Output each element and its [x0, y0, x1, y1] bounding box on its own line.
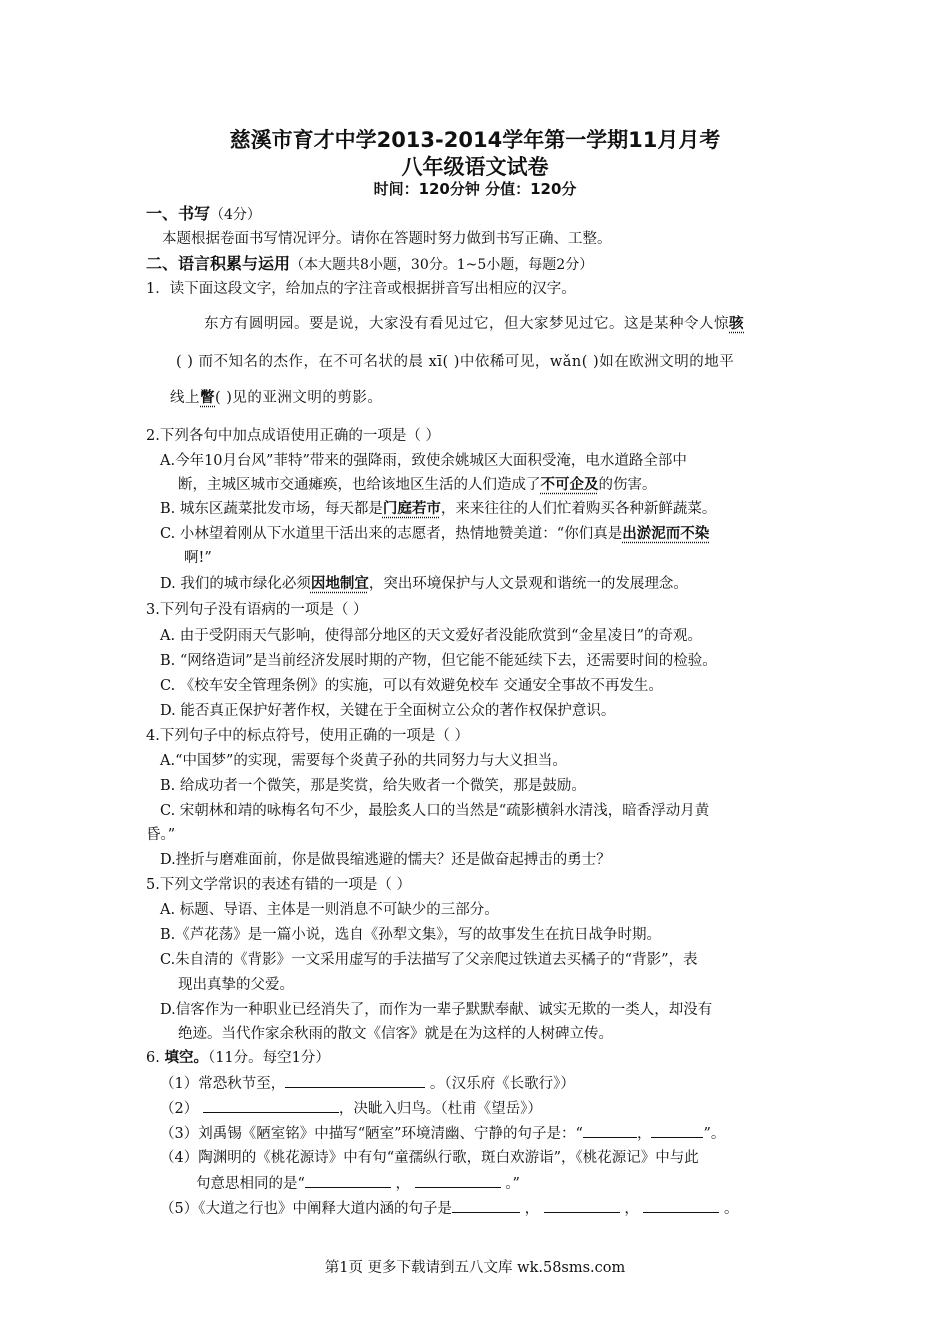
- q5-option-b: B.《芦花荡》是一篇小说，选自《孙犁文集》，写的故事发生在抗日战争时期。: [160, 927, 662, 943]
- q6-item-4-line1: （4）陶渊明的《桃花源诗》中有句“童孺纵行歌，斑白欢游诣”，《桃花源记》中与此: [160, 1150, 699, 1166]
- section1-note: （4分）: [210, 207, 261, 223]
- q3-option-d: D. 能否真正保护好著作权，关键在于全面树立公众的著作权保护意识。: [160, 703, 616, 719]
- q4-option-c-line1: C. 宋朝林和靖的咏梅名句不少，最脍炙人口的当然是“疏影横斜水清浅，暗香浮动月黄: [160, 803, 710, 819]
- q2-stem: 2.下列各句中加点成语使用正确的一项是（ ）: [146, 428, 440, 444]
- q6-item-text: 。”: [505, 1176, 520, 1192]
- q6-item-text: （2）: [160, 1101, 199, 1117]
- q1-passage-text: 东方有圆明园。要是说，大家没有看见过它，但大家梦见过它。这是某种令人惊: [204, 316, 729, 332]
- q6-item-1: [160, 1073, 575, 1094]
- q4-option-d: D.挫折与磨难面前，你是做畏缩逃避的懦夫？还是做奋起搏击的勇士？: [160, 852, 611, 868]
- q4-option-b: B. 给成功者一个微笑，那是奖赏，给失败者一个微笑，那是鼓励。: [160, 778, 586, 794]
- q3-option-c: C. 《校车安全管理条例》的实施，可以有效避免校车 交通安全事故不再发生。: [160, 678, 663, 694]
- q1-passage-line3: [170, 388, 382, 408]
- q6-item-text: ，: [524, 1201, 540, 1217]
- fill-blank[interactable]: [544, 1198, 620, 1213]
- q6-note: （11分。每空1分）: [207, 1050, 330, 1066]
- q6-item-text: 。: [724, 1201, 739, 1217]
- q4-option-c-line2: 昏。”: [146, 827, 176, 843]
- q1-passage-text: ( )见的亚洲文明的剪影。: [215, 390, 383, 406]
- q2-dotted-idiom-c: 出淤泥而不染: [622, 526, 710, 542]
- q2-option-text: 断，主城区城市交通瘫痪，也给该地区生活的人们造成了: [178, 477, 541, 493]
- q2-option-a-line1: A.今年10月台风”菲特”带来的强降雨，致使余姚城区大面积受淹，电水道路全部中: [160, 453, 687, 469]
- q6-item-text: （1）常恐秋节至，: [160, 1076, 286, 1092]
- section1-heading-line: [146, 204, 261, 225]
- q1-stem: 1．读下面这段文字，给加点的字注音或根据拼音写出相应的汉字。: [146, 281, 576, 297]
- fill-blank[interactable]: [651, 1123, 703, 1138]
- q1-passage-text: 线上: [170, 390, 200, 406]
- fill-blank[interactable]: [415, 1173, 501, 1188]
- q3-stem: 3.下列句子没有语病的一项是（ ）: [146, 602, 368, 618]
- q6-item-text: （5）《大道之行也》中阐释大道内涵的句子是: [160, 1201, 452, 1217]
- q6-item-text: ，决眦入归鸟。（杜甫《望岳》）: [338, 1101, 542, 1117]
- q6-item-text: （3）刘禹锡《陋室铭》中描写“陋室”环境清幽、宁静的句子是：“: [160, 1126, 583, 1142]
- fill-blank[interactable]: [643, 1198, 719, 1213]
- section2-note: （本大题共8小题，30分。1~5小题，每题2分）: [290, 257, 594, 273]
- exam-time-score: 时间：120分钟 分值：120分: [373, 180, 577, 198]
- q6-item-text: ，: [636, 1126, 652, 1142]
- q2-dotted-idiom-d: 因地制宜: [310, 576, 369, 592]
- q2-option-a-line2: [178, 475, 657, 495]
- q2-option-d: [160, 574, 688, 594]
- q4-option-a: A.“中国梦”的实现，需要每个炎黄子孙的共同努力与大义担当。: [160, 753, 567, 769]
- q6-item-2: [160, 1098, 542, 1119]
- section1-heading: 一、书写: [146, 204, 211, 223]
- exam-title: 慈溪市育才中学2013-2014学年第一学期11月月考: [229, 128, 721, 152]
- q1-passage-line2: ( ) 而不知名的杰作，在不可名状的晨 xī( )中依稀可见，wǎn( )如在欧洲文明的地平: [176, 354, 735, 370]
- exam-subtitle: 八年级语文试卷: [401, 155, 549, 179]
- q5-option-c-line1: C.朱自清的《背影》一文采用虚写的手法描写了父亲爬过铁道去买橘子的“背影”，表: [160, 952, 698, 968]
- q6-item-text: ，: [395, 1176, 411, 1192]
- q2-dotted-idiom-b: 门庭若市: [382, 501, 441, 517]
- q5-option-a: A. 标题、导语、主体是一则消息不可缺少的三部分。: [160, 902, 499, 918]
- q5-stem: 5.下列文学常识的表述有错的一项是（ ）: [146, 877, 411, 893]
- q3-option-b: B. “网络造词”是当前经济发展时期的产物，但它能不能延续下去，还需要时间的检验。: [160, 653, 717, 669]
- q2-option-text: ，来来往往的人们忙着购买各种新鲜蔬菜。: [440, 501, 717, 517]
- q5-option-c-line2: 现出真挚的父爱。: [178, 977, 294, 993]
- q2-option-text: 的伤害。: [598, 477, 657, 493]
- q6-item-text: ”。: [703, 1126, 726, 1142]
- q1-passage-line1: [204, 314, 744, 334]
- q6-item-text: ，: [624, 1201, 639, 1217]
- q6-stem: [146, 1048, 330, 1068]
- q6-item-text: 。（汉乐府《长歌行》）: [429, 1076, 575, 1092]
- fill-blank[interactable]: [452, 1198, 520, 1213]
- q2-dotted-idiom-a: 不可企及: [540, 477, 599, 493]
- q2-option-text: C. 小林望着刚从下水道里干活出来的志愿者，热情地赞美道：“你们真是: [160, 526, 623, 542]
- q6-item-5: [160, 1198, 739, 1219]
- fill-blank[interactable]: [285, 1073, 425, 1088]
- q2-option-text: B. 城东区蔬菜批发市场，每天都是: [160, 501, 383, 517]
- q6-item-3: [160, 1123, 725, 1144]
- q2-option-c-line2: 啊!”: [184, 550, 212, 566]
- q6-item-text: 句意思相同的是“: [196, 1176, 305, 1192]
- q2-option-b: [160, 499, 716, 519]
- q5-option-d-line2: 绝迹。当代作家余秋雨的散文《信客》就是在为这样的人树碑立传。: [178, 1026, 613, 1042]
- q6-label: 填空。: [164, 1050, 208, 1066]
- q2-option-c-line1: [160, 524, 709, 544]
- q1-dotted-char-2: 瞥: [200, 390, 215, 406]
- q3-option-a: A. 由于受阴雨天气影响，使得部分地区的天文爱好者没能欣赏到“金星凌日”的奇观。: [160, 628, 703, 644]
- q1-dotted-char-1: 骇: [729, 316, 744, 332]
- q4-stem: 4.下列句子中的标点符号，使用正确的一项是（ ）: [146, 728, 469, 744]
- section1-text: 本题根据卷面书写情况评分。请你在答题时努力做到书写正确、工整。: [162, 231, 612, 247]
- page-footer: 第1页 更多下载请到五八文库 wk.58sms.com: [324, 1260, 626, 1276]
- q6-number: 6.: [146, 1050, 160, 1066]
- fill-blank[interactable]: [583, 1123, 637, 1138]
- q2-option-text: ，突出环境保护与人文景观和谐统一的发展理念。: [368, 576, 688, 592]
- q6-item-4-line2: [196, 1173, 520, 1194]
- q2-option-text: D. 我们的城市绿化必须: [160, 576, 311, 592]
- fill-blank[interactable]: [203, 1098, 339, 1113]
- fill-blank[interactable]: [305, 1173, 391, 1188]
- section2-heading: 二、语言积累与运用: [146, 254, 291, 273]
- section2-heading-line: [146, 254, 593, 275]
- q5-option-d-line1: D.信客作为一种职业已经消失了，而作为一辈子默默奉献、诚实无欺的一类人，却没有: [160, 1002, 713, 1018]
